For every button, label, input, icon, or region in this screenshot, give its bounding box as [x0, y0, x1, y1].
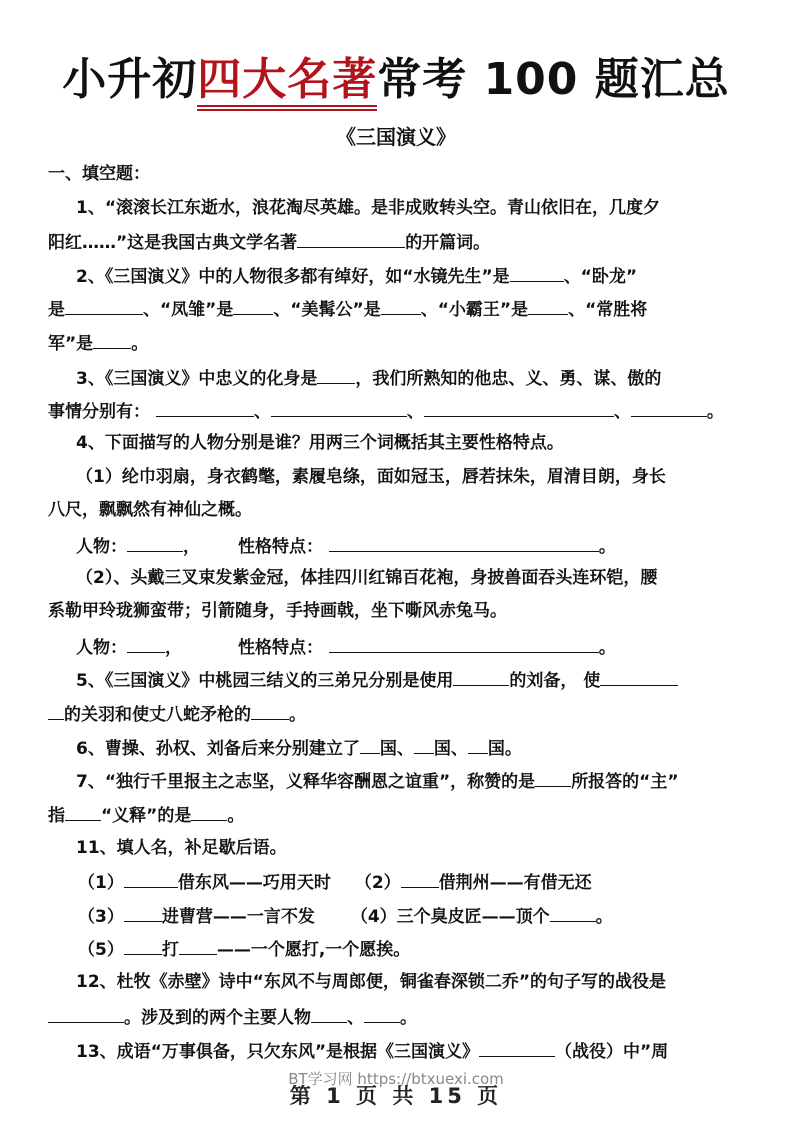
text: 阳红……”这是我国古典文学名著 — [48, 233, 298, 253]
text: 。 — [595, 907, 613, 927]
answer-blank[interactable] — [179, 936, 217, 955]
answer-blank[interactable] — [329, 634, 599, 653]
text: 5、《三国演义》中桃园三结义的三弟兄分别是使用 — [76, 671, 454, 691]
text: 、“凤雏”是 — [143, 300, 234, 320]
text: 的开篇词。 — [405, 233, 491, 253]
answer-blank[interactable] — [65, 802, 101, 821]
question-2-line-3 — [48, 330, 748, 356]
text: （战役）中”周 — [555, 1042, 669, 1062]
watermark: BT学习网 https://btxuexi.com — [288, 1070, 504, 1088]
answer-blank[interactable] — [271, 398, 407, 417]
text: 所报答的“主” — [571, 772, 679, 792]
text: ， — [165, 638, 182, 658]
text: ——一个愿打,一个愿挨。 — [216, 940, 411, 960]
answer-blank[interactable] — [233, 296, 273, 315]
question-12-line-2 — [48, 1004, 748, 1030]
answer-blank[interactable] — [453, 667, 509, 686]
answer-blank[interactable] — [550, 903, 596, 922]
answer-blank[interactable] — [414, 735, 434, 754]
answer-blank[interactable] — [631, 398, 707, 417]
page-number: 第 1 页 共 15 页 — [289, 1084, 503, 1108]
answer-blank[interactable] — [364, 1004, 400, 1023]
text: （5） — [78, 940, 124, 960]
text: 。 — [131, 334, 149, 354]
question-2-line-1 — [76, 263, 776, 289]
question-4-part-2-answer — [76, 634, 776, 660]
question-4-line-1: 4、下面描写的人物分别是谁？用两三个词概括其主要性格特点。 — [76, 433, 564, 453]
answer-blank[interactable] — [251, 701, 289, 720]
answer-blank[interactable] — [156, 398, 254, 417]
text: 、“美髯公”是 — [273, 300, 381, 320]
text: 、“常胜将 — [568, 300, 648, 320]
text: 3、《三国演义》中忠义的化身是 — [76, 369, 318, 389]
question-11-heading: 11、填人名，补足歇后语。 — [76, 838, 287, 858]
text: 人物： — [76, 638, 127, 658]
text: 、“卧龙” — [563, 267, 638, 287]
answer-blank[interactable] — [360, 735, 380, 754]
text: 事情分别有： — [48, 402, 150, 422]
answer-blank[interactable] — [127, 533, 183, 552]
text: 借荆州——有借无还 — [438, 873, 592, 893]
question-7-line-2 — [48, 802, 748, 828]
answer-blank[interactable] — [329, 533, 599, 552]
text: 军”是 — [48, 334, 94, 354]
question-3-line-2 — [48, 398, 748, 424]
answer-blank[interactable] — [600, 667, 678, 686]
text: 的刘备， 使 — [509, 671, 601, 691]
question-7-line-1 — [76, 768, 776, 794]
text: 6、曹操、孙权、刘备后来分别建立了 — [76, 739, 360, 759]
answer-blank[interactable] — [381, 296, 421, 315]
question-4-part-1-line-1: （1）纶巾羽扇，身衣鹤氅，素履皂绦，面如冠玉，唇若抹朱，眉清目朗，身长 — [76, 467, 666, 487]
answer-blank[interactable] — [479, 1038, 555, 1057]
text: 13、成语“万事俱备，只欠东风”是根据《三国演义》 — [76, 1042, 480, 1062]
question-11-row-1 — [78, 869, 778, 895]
text: ，我们所熟知的他忠、义、勇、谋、傲的 — [355, 369, 662, 389]
text: 国、 — [379, 739, 414, 759]
answer-blank[interactable] — [510, 263, 564, 282]
text: 人物： — [76, 537, 127, 557]
answer-blank[interactable] — [93, 330, 131, 349]
question-6 — [76, 735, 776, 761]
text: 、 — [613, 402, 631, 422]
text: 、 — [406, 402, 424, 422]
text: 国。 — [487, 739, 522, 759]
question-4-part-1-answer — [76, 533, 776, 559]
answer-blank[interactable] — [65, 296, 143, 315]
answer-blank[interactable] — [528, 296, 568, 315]
text: 、“小霸王”是 — [420, 300, 529, 320]
answer-blank[interactable] — [424, 398, 614, 417]
answer-blank[interactable] — [311, 1004, 347, 1023]
question-3-line-1 — [76, 365, 776, 391]
answer-blank[interactable] — [127, 634, 165, 653]
text: 性格特点： — [238, 537, 323, 557]
book-subtitle: 《三国演义》 — [336, 125, 456, 149]
title-suffix: 常考 100 题汇总 — [377, 54, 730, 105]
answer-blank[interactable] — [48, 701, 64, 720]
question-12-line-1: 12、杜牧《赤壁》诗中“东风不与周郎便，铜雀春深锁二乔”的句子写的战役是 — [76, 972, 667, 992]
text: ， — [183, 537, 200, 557]
answer-blank[interactable] — [297, 229, 405, 248]
text: 2、《三国演义》中的人物很多都有绰好，如“水镜先生”是 — [76, 267, 510, 287]
text: 。涉及到的两个主要人物 — [124, 1008, 311, 1028]
text: （2） — [354, 873, 401, 893]
page-title — [0, 50, 792, 110]
question-5-line-1 — [76, 667, 776, 693]
answer-blank[interactable] — [124, 869, 178, 888]
text: 。 — [289, 705, 306, 725]
text: 。 — [706, 402, 724, 422]
answer-blank[interactable] — [191, 802, 227, 821]
text: （1） — [78, 873, 124, 893]
text: 打 — [161, 940, 179, 960]
question-11-row-3 — [78, 936, 778, 962]
answer-blank[interactable] — [468, 735, 488, 754]
title-highlight: 四大名著 — [197, 54, 377, 111]
text: 、 — [347, 1008, 364, 1028]
text: 、 — [253, 402, 271, 422]
answer-blank[interactable] — [401, 869, 439, 888]
question-13-line-1 — [76, 1038, 776, 1064]
question-11-row-2 — [78, 903, 778, 929]
answer-blank[interactable] — [124, 903, 162, 922]
text: 。 — [598, 537, 616, 557]
answer-blank[interactable] — [317, 365, 355, 384]
question-4-part-2-line-1: （2）、头戴三叉束发紫金冠，体挂四川红锦百花袍，身披兽面吞头连环铠，腰 — [76, 568, 658, 588]
answer-blank[interactable] — [48, 1004, 124, 1023]
text: 性格特点： — [238, 638, 323, 658]
text: （4）三个臭皮匠——顶个 — [350, 907, 550, 927]
question-5-line-2 — [48, 701, 748, 727]
text: 是 — [48, 300, 65, 320]
answer-blank[interactable] — [535, 768, 571, 787]
text: 国、 — [433, 739, 468, 759]
text: 。 — [227, 806, 245, 826]
text: 指 — [48, 806, 65, 826]
text: 的关羽和使丈八蛇矛枪的 — [64, 705, 251, 725]
text: （3） — [78, 907, 124, 927]
question-1-line-2 — [48, 229, 748, 255]
text: “义释”的是 — [101, 806, 192, 826]
text: 借东风——巧用天时 — [177, 873, 331, 893]
question-1-line-1: 1、“滚滚长江东逝水，浪花淘尽英雄。是非成败转头空。青山依旧在，几度夕 — [76, 198, 660, 218]
text: 。 — [598, 638, 616, 658]
text: 进曹营——一言不发 — [161, 907, 315, 927]
text: 7、“独行千里报主之志坚，义释华容酬恩之谊重”，称赞的是 — [76, 772, 536, 792]
section-heading: 一、填空题： — [48, 164, 150, 184]
text: 。 — [400, 1008, 417, 1028]
title-prefix: 小升初 — [62, 54, 198, 105]
question-2-line-2 — [48, 296, 748, 322]
answer-blank[interactable] — [124, 936, 162, 955]
question-4-part-2-line-2: 系勒甲玲珑狮蛮带；引箭随身，手持画戟，坐下嘶风赤兔马。 — [48, 601, 507, 621]
question-4-part-1-line-2: 八尺，飘飘然有神仙之概。 — [48, 500, 252, 520]
